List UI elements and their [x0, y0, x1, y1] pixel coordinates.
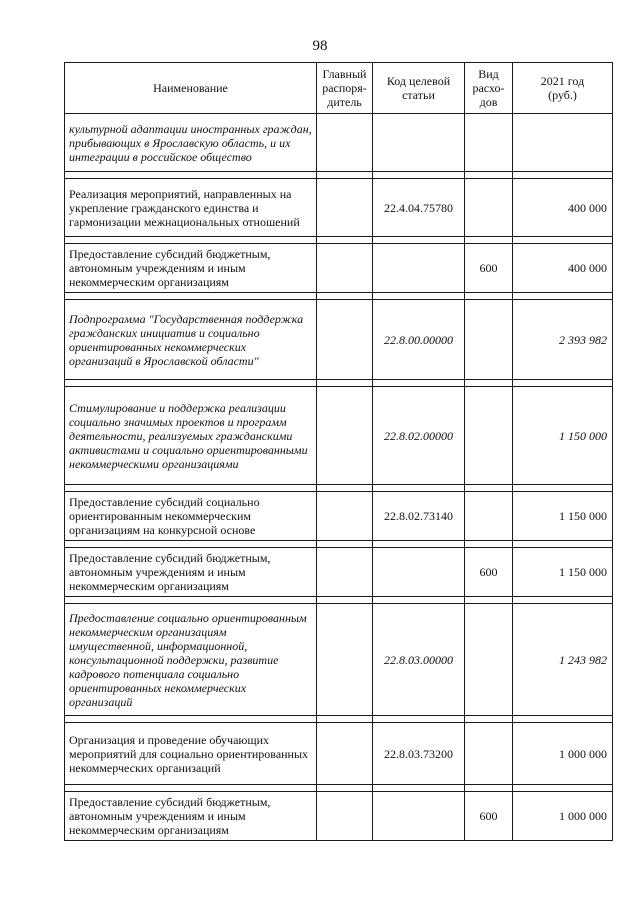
cell-code	[373, 548, 465, 597]
row-spacer	[65, 380, 613, 387]
cell-type	[465, 604, 513, 716]
spacer-cell	[317, 293, 373, 300]
cell-type	[465, 179, 513, 237]
cell-amount: 1 000 000	[513, 792, 613, 841]
table-row	[65, 387, 613, 485]
header-code: Код целевой статьи	[373, 63, 465, 114]
spacer-cell	[465, 485, 513, 492]
cell-type	[465, 723, 513, 785]
spacer-cell	[317, 597, 373, 604]
cell-admin	[317, 114, 373, 172]
cell-name: Реализация мероприятий, направленных на укрепление гражданского единства и гармонизации межнациональных отношений	[65, 179, 317, 237]
cell-type	[465, 114, 513, 172]
spacer-cell	[317, 541, 373, 548]
row-spacer	[65, 237, 613, 244]
spacer-cell	[513, 380, 613, 387]
table-row	[65, 300, 613, 380]
spacer-cell	[373, 716, 465, 723]
cell-admin	[317, 387, 373, 485]
cell-name: Стимулирование и поддержка реализации социально значимых проектов и программ деятельности, реализуемых гражданскими активистами и социально ориентированными некоммерческими организациями	[65, 387, 317, 485]
spacer-cell	[373, 293, 465, 300]
row-spacer	[65, 293, 613, 300]
cell-name: Предоставление субсидий бюджетным, автономным учреждениям и иным некоммерческим организациям	[65, 548, 317, 597]
row-spacer	[65, 716, 613, 723]
spacer-cell	[317, 485, 373, 492]
spacer-cell	[465, 237, 513, 244]
spacer-cell	[513, 597, 613, 604]
cell-code: 22.8.02.00000	[373, 387, 465, 485]
cell-code	[373, 114, 465, 172]
cell-name: Предоставление субсидий бюджетным, автономным учреждениям и иным некоммерческим организациям	[65, 792, 317, 841]
spacer-cell	[465, 380, 513, 387]
table-row	[65, 548, 613, 597]
spacer-cell	[465, 541, 513, 548]
spacer-cell	[465, 785, 513, 792]
table-row	[65, 492, 613, 541]
cell-name: Подпрограмма "Государственная поддержка гражданских инициатив и социально ориентированных некоммерческих организаций в Ярославской области"	[65, 300, 317, 380]
page-number: 98	[312, 38, 328, 54]
cell-name: культурной адаптации иностранных граждан, прибывающих в Ярославскую область, и их интеграции в российское общество	[65, 114, 317, 172]
spacer-cell	[465, 597, 513, 604]
spacer-cell	[465, 293, 513, 300]
spacer-cell	[317, 380, 373, 387]
spacer-cell	[65, 172, 317, 179]
spacer-cell	[373, 380, 465, 387]
cell-amount: 400 000	[513, 244, 613, 293]
spacer-cell	[317, 172, 373, 179]
cell-amount: 2 393 982	[513, 300, 613, 380]
cell-amount: 1 150 000	[513, 492, 613, 541]
cell-type	[465, 492, 513, 541]
cell-type: 600	[465, 548, 513, 597]
budget-table	[64, 62, 613, 841]
cell-name: Предоставление субсидий бюджетным, автономным учреждениям и иным некоммерческим организациям	[65, 244, 317, 293]
spacer-cell	[513, 716, 613, 723]
spacer-cell	[317, 785, 373, 792]
cell-code: 22.8.02.73140	[373, 492, 465, 541]
spacer-cell	[513, 541, 613, 548]
header-admin: Главный распоря- дитель	[317, 63, 373, 114]
spacer-cell	[65, 597, 317, 604]
spacer-cell	[465, 172, 513, 179]
row-spacer	[65, 785, 613, 792]
table-row	[65, 604, 613, 716]
table-header-row	[65, 63, 613, 114]
cell-type	[465, 300, 513, 380]
cell-admin	[317, 792, 373, 841]
header-name: Наименование	[65, 63, 317, 114]
spacer-cell	[513, 237, 613, 244]
cell-code: 22.8.00.00000	[373, 300, 465, 380]
spacer-cell	[317, 237, 373, 244]
table-row	[65, 114, 613, 172]
spacer-cell	[373, 485, 465, 492]
spacer-cell	[513, 785, 613, 792]
cell-admin	[317, 300, 373, 380]
spacer-cell	[373, 597, 465, 604]
cell-name: Предоставление социально ориентированным некоммерческим организациям имущественной, информационной, консультационной поддержки, развитие кадрового потенциала социально ориентированных некоммерческих организаций	[65, 604, 317, 716]
cell-name: Организация и проведение обучающих мероприятий для социально ориентированных некоммерческих организаций	[65, 723, 317, 785]
cell-amount: 1 000 000	[513, 723, 613, 785]
spacer-cell	[65, 485, 317, 492]
cell-type: 600	[465, 244, 513, 293]
table-row	[65, 244, 613, 293]
row-spacer	[65, 172, 613, 179]
spacer-cell	[513, 293, 613, 300]
spacer-cell	[373, 785, 465, 792]
table-row	[65, 723, 613, 785]
cell-admin	[317, 723, 373, 785]
table-row	[65, 792, 613, 841]
row-spacer	[65, 485, 613, 492]
spacer-cell	[465, 716, 513, 723]
spacer-cell	[373, 172, 465, 179]
spacer-cell	[65, 237, 317, 244]
spacer-cell	[65, 541, 317, 548]
cell-amount: 1 150 000	[513, 387, 613, 485]
cell-code: 22.8.03.73200	[373, 723, 465, 785]
cell-type: 600	[465, 792, 513, 841]
cell-admin	[317, 179, 373, 237]
header-type: Вид расхо- дов	[465, 63, 513, 114]
cell-code	[373, 792, 465, 841]
spacer-cell	[65, 716, 317, 723]
spacer-cell	[373, 541, 465, 548]
cell-admin	[317, 604, 373, 716]
table-row	[65, 179, 613, 237]
cell-amount: 1 243 982	[513, 604, 613, 716]
cell-code: 22.4.04.75780	[373, 179, 465, 237]
spacer-cell	[373, 237, 465, 244]
cell-admin	[317, 244, 373, 293]
cell-admin	[317, 548, 373, 597]
header-amount: 2021 год (руб.)	[513, 63, 613, 114]
row-spacer	[65, 597, 613, 604]
cell-name: Предоставление субсидий социально ориентированным некоммерческим организациям на конкурсной основе	[65, 492, 317, 541]
spacer-cell	[65, 380, 317, 387]
cell-amount	[513, 114, 613, 172]
spacer-cell	[513, 172, 613, 179]
cell-amount: 1 150 000	[513, 548, 613, 597]
spacer-cell	[65, 785, 317, 792]
spacer-cell	[513, 485, 613, 492]
cell-code: 22.8.03.00000	[373, 604, 465, 716]
spacer-cell	[317, 716, 373, 723]
spacer-cell	[65, 293, 317, 300]
cell-amount: 400 000	[513, 179, 613, 237]
row-spacer	[65, 541, 613, 548]
cell-type	[465, 387, 513, 485]
cell-code	[373, 244, 465, 293]
cell-admin	[317, 492, 373, 541]
